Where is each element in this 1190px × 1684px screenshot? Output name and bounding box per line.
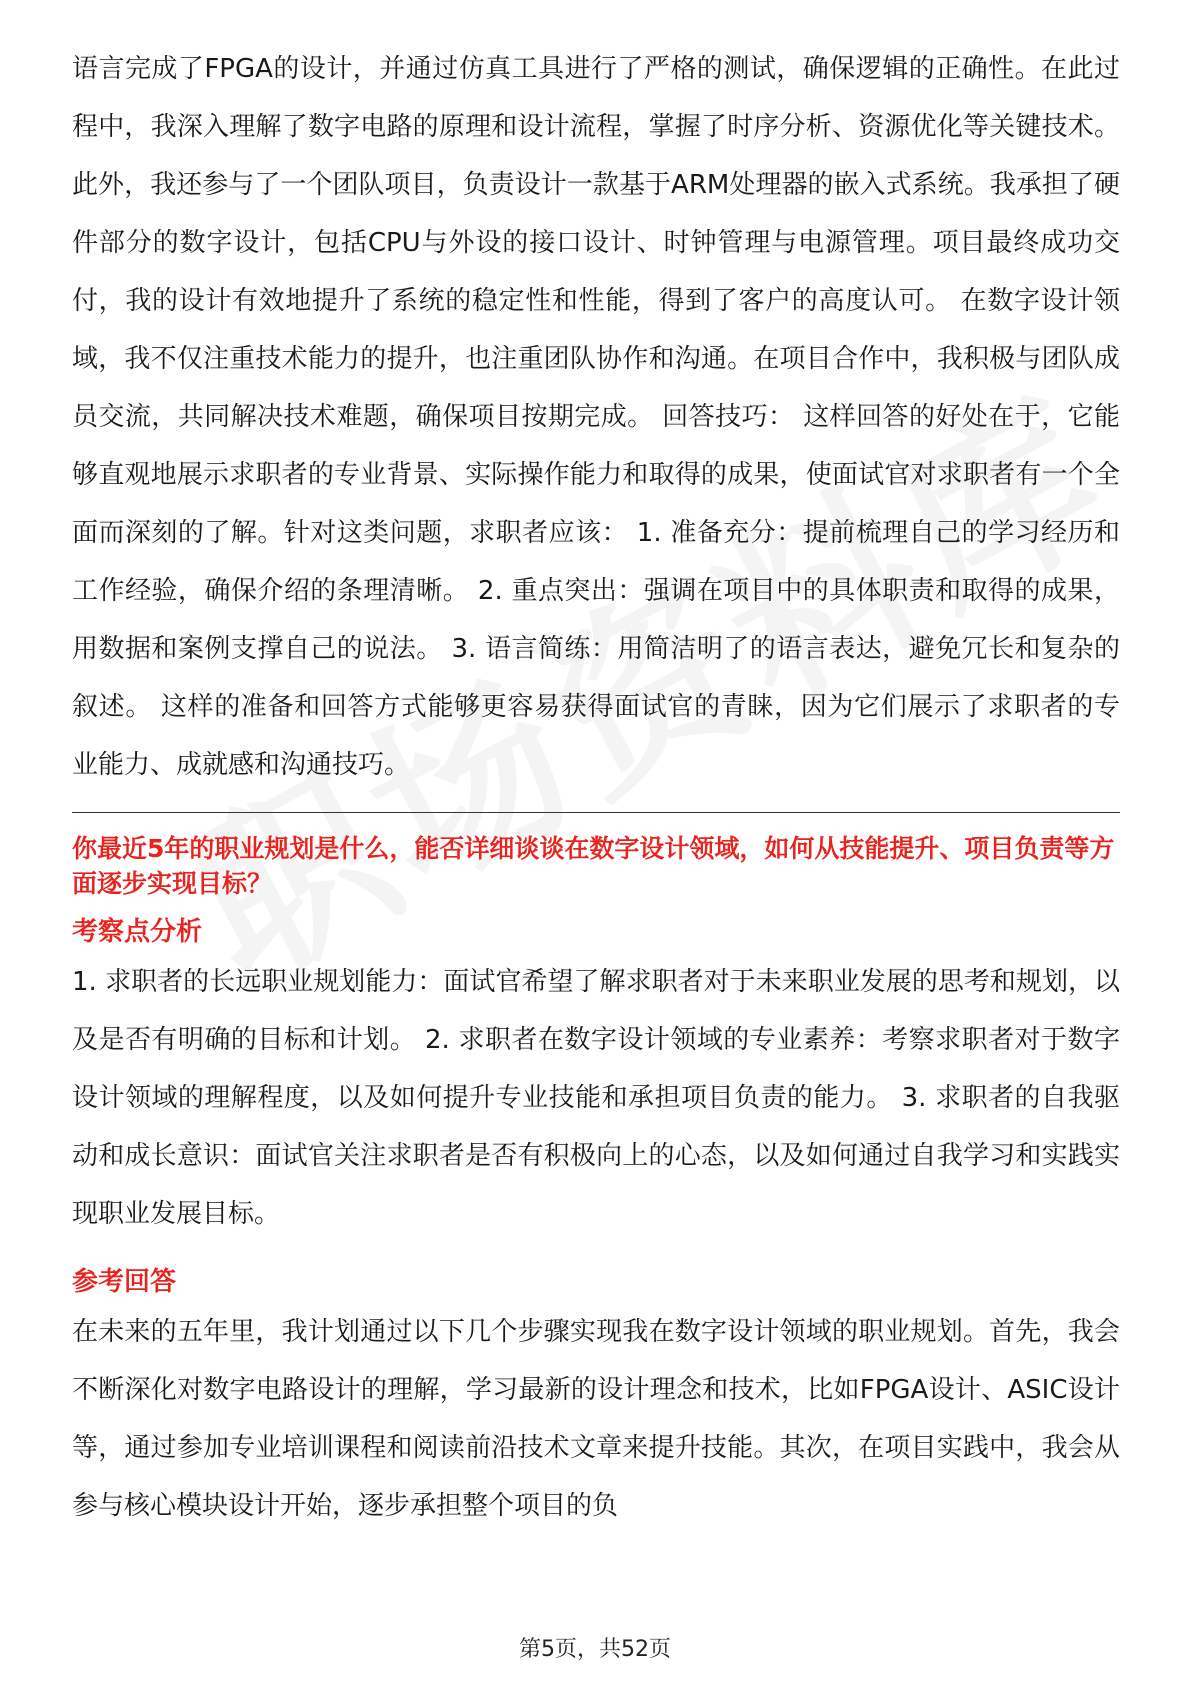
section-divider	[72, 812, 1120, 813]
interview-question: 你最近5年的职业规划是什么，能否详细谈谈在数字设计领域，如何从技能提升、项目负责等方面逐步实现目标？	[72, 834, 1115, 898]
analysis-paragraph: 1. 求职者的长远职业规划能力：面试官希望了解求职者对于未来职业发展的思考和规划，以及是否有明确的目标和计划。 2. 求职者在数字设计领域的专业素养：考察求职者对于数字设计领域的理解程度，以及如何提升专业技能和承担项目负责的能力。 3. 求职者的自我驱动和成长意识：面试官关注求职者是否有积极向上的心态，以及如何通过自我学习和实践实现职业发展目标。	[72, 967, 1120, 1229]
answer-heading: 参考回答	[72, 1267, 177, 1297]
page-number: 第5页，共52页	[519, 1637, 671, 1662]
analysis-heading: 考察点分析	[72, 917, 203, 947]
document-page	[72, 40, 1120, 1535]
answer-paragraph: 在未来的五年里，我计划通过以下几个步骤实现我在数字设计领域的职业规划。首先，我会不断深化对数字电路设计的理解，学习最新的设计理念和技术，比如FPGA设计、ASIC设计等，通过参加专业培训课程和阅读前沿技术文章来提升技能。其次，在项目实践中，我会从参与核心模块设计开始，逐步承担整个项目的负	[72, 1317, 1120, 1521]
continuation-paragraph: 语言完成了FPGA的设计，并通过仿真工具进行了严格的测试，确保逻辑的正确性。在此过程中，我深入理解了数字电路的原理和设计流程，掌握了时序分析、资源优化等关键技术。 此外，我还参与了一个团队项目，负责设计一款基于ARM处理器的嵌入式系统。我承担了硬件部分的数字设计，包括CPU与外设的接口设计、时钟管理与电源管理。项目最终成功交付，我的设计有效地提升了系统的稳定性和性能，得到了客户的高度认可。 在数字设计领域，我不仅注重技术能力的提升，也注重团队协作和沟通。在项目合作中，我积极与团队成员交流，共同解决技术难题，确保项目按期完成。 回答技巧： 这样回答的好处在于，它能够直观地展示求职者的专业背景、实际操作能力和取得的成果，使面试官对求职者有一个全面而深刻的了解。针对这类问题，求职者应该： 1. 准备充分：提前梳理自己的学习经历和工作经验，确保介绍的条理清晰。 2. 重点突出：强调在项目中的具体职责和取得的成果，用数据和案例支撑自己的说法。 3. 语言简练：用简洁明了的语言表达，避免冗长和复杂的叙述。 这样的准备和回答方式能够更容易获得面试官的青睐，因为它们展示了求职者的专业能力、成就感和沟通技巧。	[72, 54, 1120, 780]
